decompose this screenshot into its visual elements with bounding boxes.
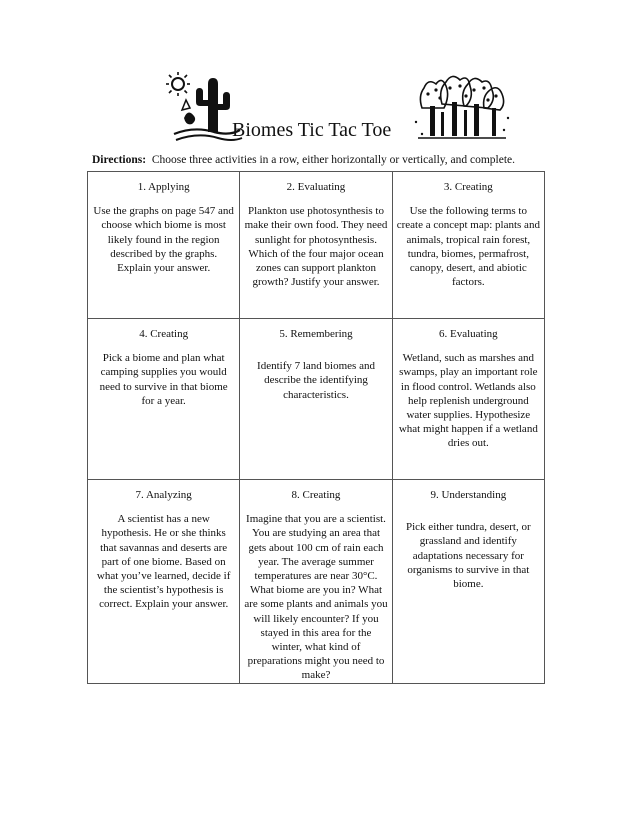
activity-text: Pick either tundra, desert, or grassland and identify adaptations necessary for organisms to survive in that biome.: [406, 521, 531, 591]
activity-cell-6: [392, 319, 544, 480]
activity-heading: 7. Analyzing: [135, 489, 192, 501]
directions-text: Choose three activities in a row, either horizontally or vertically, and complete.: [151, 154, 516, 166]
activity-cell-5: [240, 319, 392, 480]
activity-heading: 9. Understanding: [430, 489, 507, 501]
page-title: Biomes Tic Tac Toe: [232, 119, 392, 141]
activity-text: Imagine that you are a scientist. You are studying an area that gets about 100 cm of rain each year. The average summer temperatures are near 30°C. What biome are you in? What are some plants and animals you will likely encounter? If you stayed in this area for the winter, what kind of preparations might you need to make?: [244, 513, 388, 682]
directions-label: Directions:: [92, 154, 147, 166]
activity-text: Use the following terms to create a concept map: plants and animals, tropical rain forest, tundra, biomes, permafrost, canopy, desert, and abiotic factors.: [396, 205, 540, 289]
activity-cell-2: [240, 172, 392, 319]
board-row-1: [88, 172, 545, 319]
activity-text: A scientist has a new hypothesis. He or she thinks that savannas and deserts are part of one biome. Based on what you’ve learned, decide if the scientist’s hypothesis is correct. Explain your answer.: [96, 513, 231, 611]
activity-heading: 2. Evaluating: [286, 181, 346, 193]
activity-text: Wetland, such as marshes and swamps, play an important role in flood control. Wetlands also help replenish underground water supplies. Hypothesize what might happen if a wetland dries out.: [398, 352, 538, 450]
activity-cell-1: [88, 172, 240, 319]
activity-cell-8: [240, 480, 392, 684]
activity-cell-3: [392, 172, 544, 319]
activity-heading: 4. Creating: [139, 328, 189, 340]
activity-text: Use the graphs on page 547 and choose which biome is most likely found in the region described by the graphs. Explain your answer.: [93, 205, 234, 275]
forest-trees-icon: [414, 68, 510, 142]
activity-heading: 3. Creating: [443, 181, 493, 193]
tic-tac-toe-board: [87, 171, 545, 684]
activity-text: Pick a biome and plan what camping supplies you would need to survive in that biome for a year.: [99, 352, 228, 407]
board-row-3: [88, 480, 545, 684]
activity-heading: 8. Creating: [291, 489, 341, 501]
activity-text: Plankton use photosynthesis to make their own food. They need sunlight for photosynthesis. Which of the four major ocean zones can support plankton growth? Justify your answer.: [244, 205, 388, 289]
directions: [92, 154, 515, 166]
activity-cell-9: [392, 480, 544, 684]
activity-cell-7: [88, 480, 240, 684]
activity-cell-4: [88, 319, 240, 480]
activity-text: Identify 7 land biomes and describe the identifying characteristics.: [257, 360, 375, 401]
board-row-2: [88, 319, 545, 480]
activity-heading: 5. Remembering: [279, 328, 353, 340]
activity-heading: 6. Evaluating: [439, 328, 498, 340]
page-header: [0, 62, 638, 142]
activity-heading: 1. Applying: [137, 181, 190, 193]
